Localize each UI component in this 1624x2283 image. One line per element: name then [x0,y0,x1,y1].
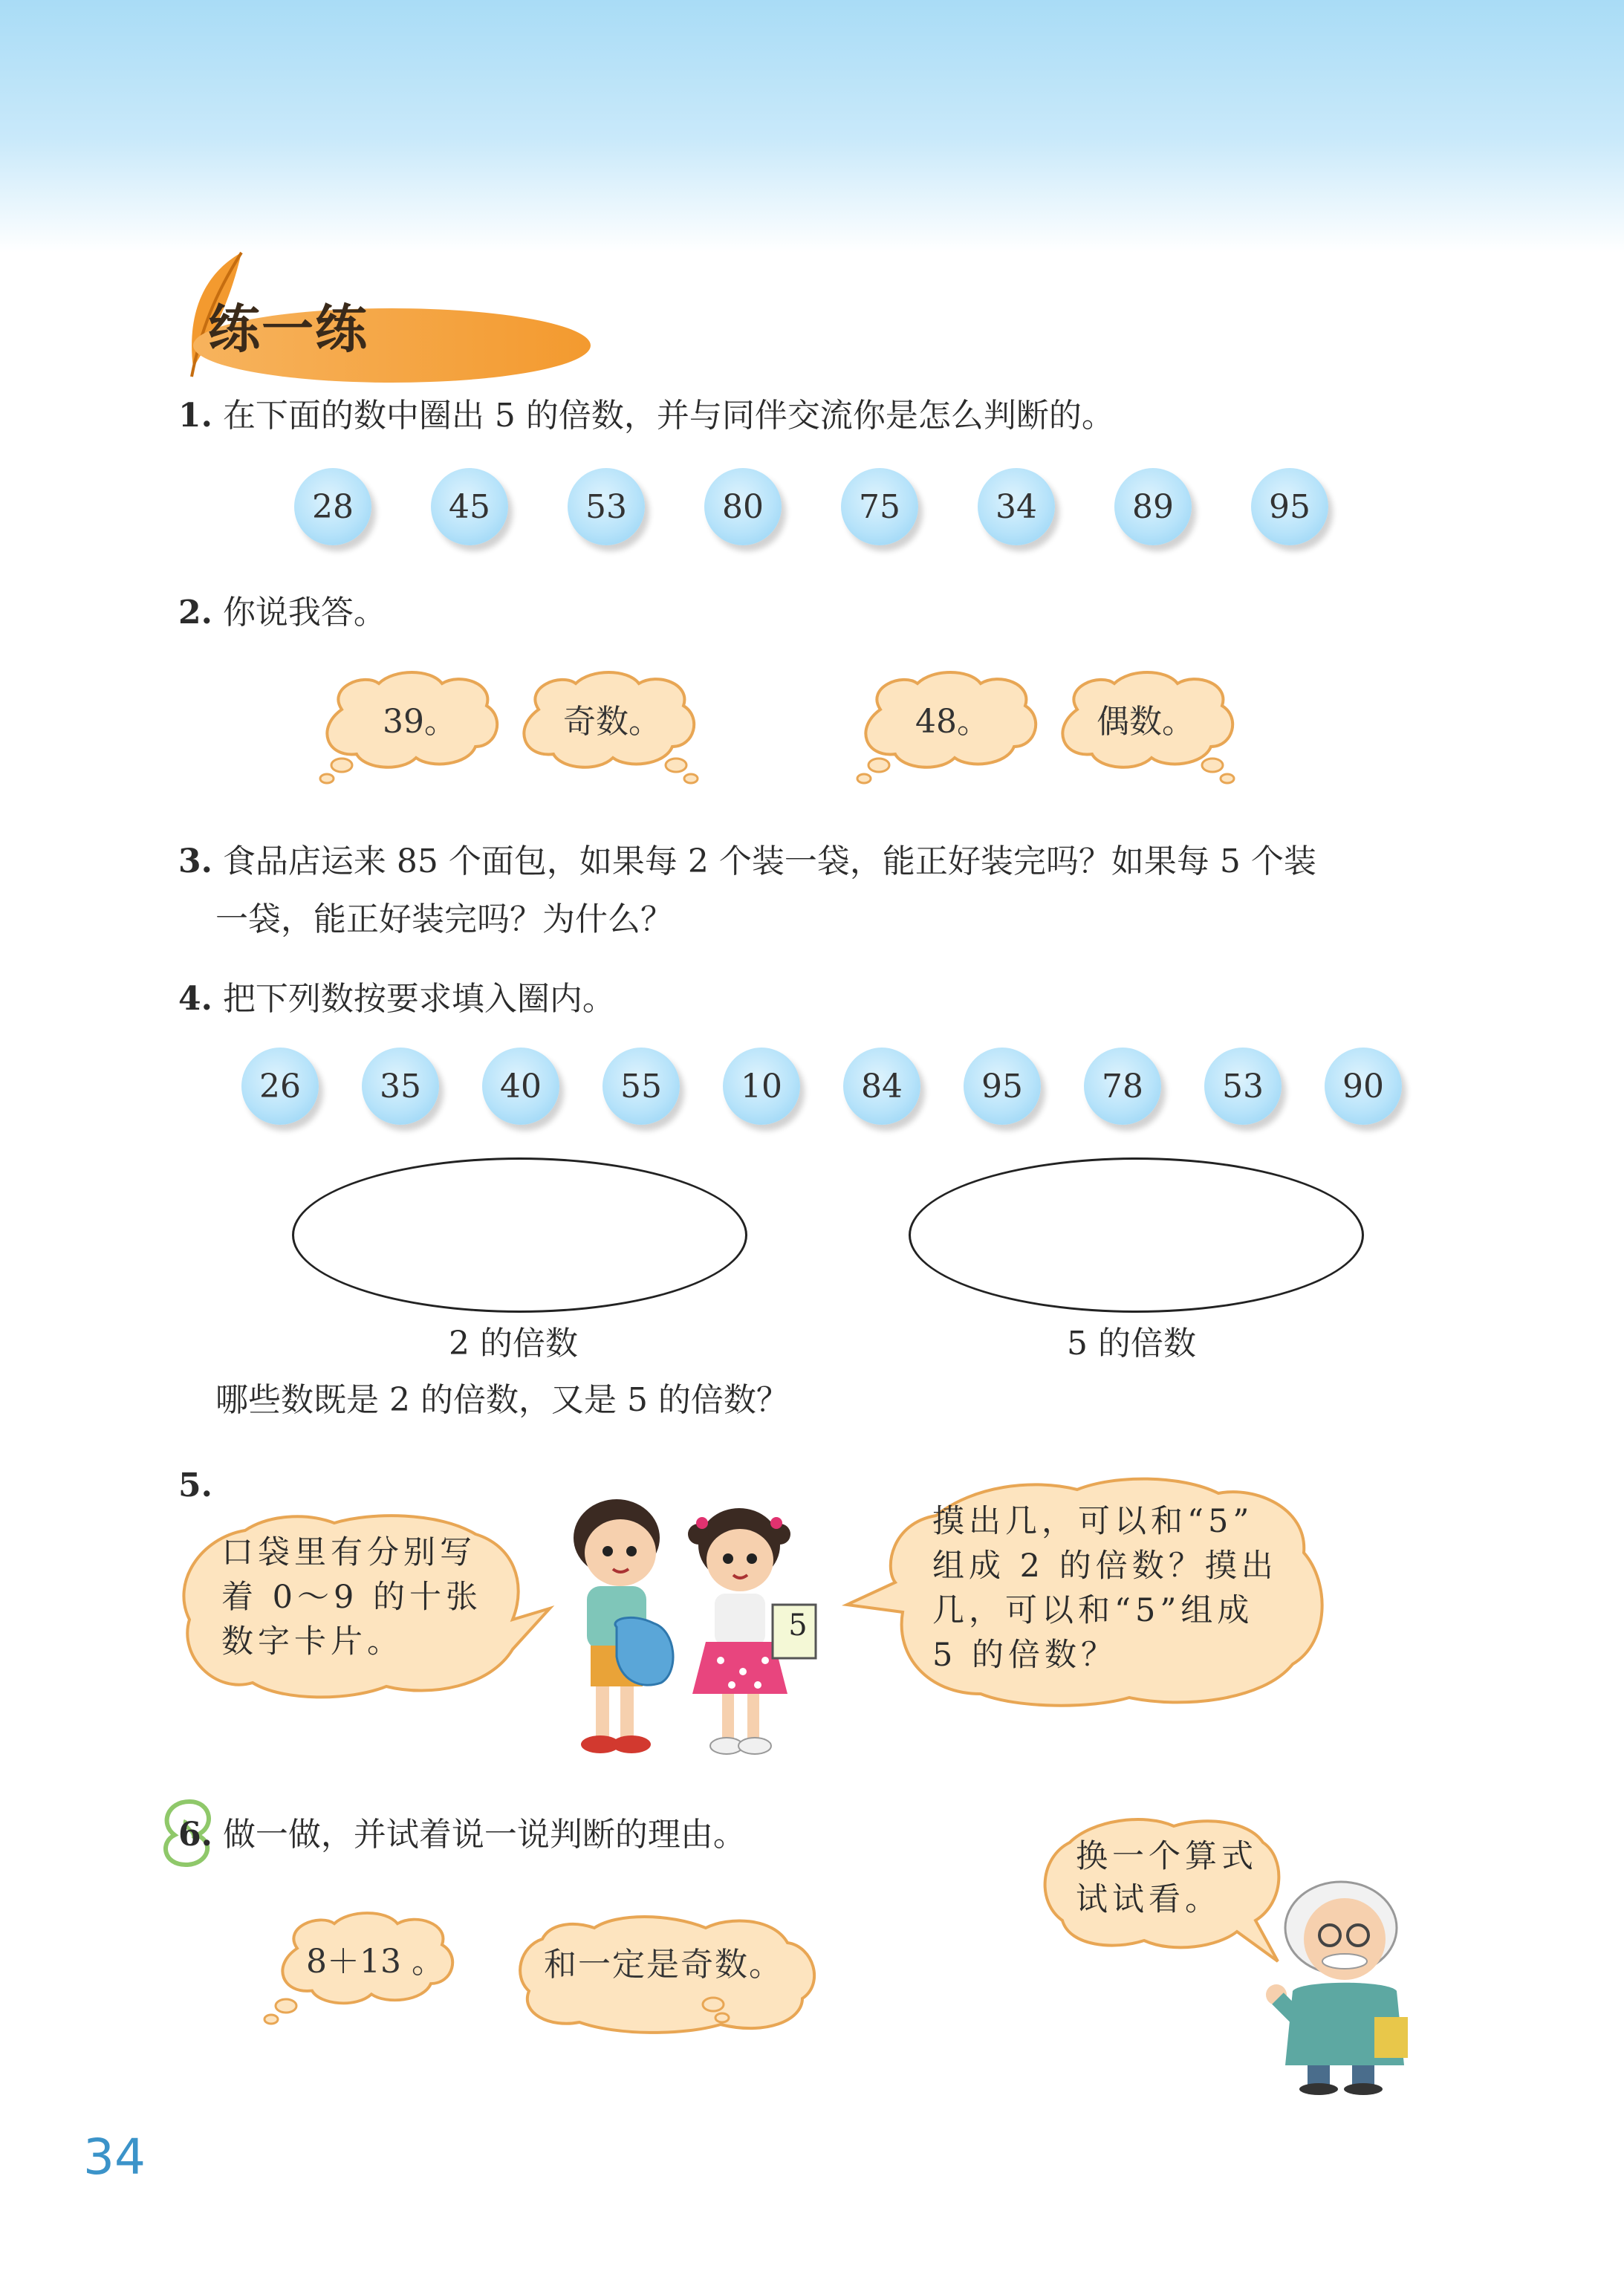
multiples-of-5-label: 5 的倍数 [1067,1325,1196,1363]
number-circle[interactable]: 80 [704,468,782,545]
question-3-line2: 一袋，能正好装完吗？为什么？ [215,900,673,938]
question-1-text: 在下面的数中圈出 5 的倍数，并与同伴交流你是怎么判断的。 [222,397,1114,435]
number-circle[interactable]: 10 [723,1048,800,1125]
right-bubble-line: 摸出几，可以和“5” [932,1503,1254,1540]
question-4-number: 4. [178,980,212,1018]
number-circle[interactable]: 34 [978,468,1055,545]
number-circle[interactable]: 55 [602,1048,680,1125]
multiples-of-2-ellipse[interactable] [292,1157,747,1313]
right-bubble-line: 5 的倍数？ [932,1637,1118,1674]
number-circle[interactable]: 95 [1251,468,1328,545]
cloud-text: 奇数。 [563,703,661,741]
number-circle[interactable]: 26 [241,1048,319,1125]
page-number: 34 [83,2128,146,2186]
number-circle[interactable]: 35 [362,1048,439,1125]
teacher-bubble-line: 换一个算式 [1076,1838,1258,1875]
number-circle[interactable]: 84 [843,1048,920,1125]
teacher-illustration [1256,1872,1426,2095]
left-bubble-text [221,1530,482,1664]
question-5-number: 5. [178,1467,212,1504]
question-3-line1: 食品店运来 85 个面包，如果每 2 个装一袋，能正好装完吗？如果每 5 个装 [222,842,1316,880]
right-bubble-text [932,1499,1278,1678]
number-circle[interactable]: 53 [568,468,645,545]
teacher-bubble-line: 试试看。 [1076,1881,1221,1918]
question-6-number: 6. [178,1816,212,1854]
section-title-text: 练一练 [208,299,368,360]
question-4-followup: 哪些数既是 2 的倍数，又是 5 的倍数？ [215,1381,789,1419]
number-circle[interactable]: 28 [294,468,371,545]
question-3 [178,832,1316,892]
number-circle[interactable]: 89 [1114,468,1192,545]
cloud-text: 偶数。 [1097,703,1195,741]
number-circle[interactable]: 40 [482,1048,559,1125]
multiples-of-5-ellipse[interactable] [909,1157,1364,1313]
question-2-number: 2. [178,594,212,631]
boy-figure [574,1499,673,1753]
number-circle[interactable]: 95 [964,1048,1041,1125]
question-4-text: 把下列数按要求填入圈内。 [222,980,615,1018]
number-card: 5 [788,1608,808,1643]
question-1-number: 1. [178,397,212,435]
right-bubble-line: 几，可以和“5”组成 [932,1592,1254,1629]
number-circle[interactable]: 53 [1204,1048,1282,1125]
left-bubble-line: 口袋里有分别写 [221,1534,476,1571]
number-circle[interactable]: 90 [1325,1048,1402,1125]
cloud-text: 8＋13 。 [306,1943,444,1981]
multiples-of-2-label: 2 的倍数 [449,1325,578,1363]
question-6-text: 做一做，并试着说一说判断的理由。 [222,1816,746,1854]
number-circle[interactable]: 75 [841,468,918,545]
left-bubble-line: 数字卡片。 [221,1623,403,1660]
number-circle[interactable]: 45 [431,468,508,545]
question-3-number: 3. [178,842,212,880]
question-6 [178,1805,746,1865]
cloud-text: 和一定是奇数。 [544,1946,783,1984]
question-2-text: 你说我答。 [222,594,386,631]
right-bubble-line: 组成 2 的倍数？摸出 [932,1548,1278,1585]
question-5 [178,1456,212,1516]
number-circle[interactable]: 78 [1084,1048,1161,1125]
question-4 [178,970,615,1029]
cloud-text: 48。 [915,703,990,741]
teacher-bubble-text [1076,1835,1258,1921]
cloud-text: 39。 [383,703,457,741]
left-bubble-line: 着 0～9 的十张 [221,1579,483,1616]
